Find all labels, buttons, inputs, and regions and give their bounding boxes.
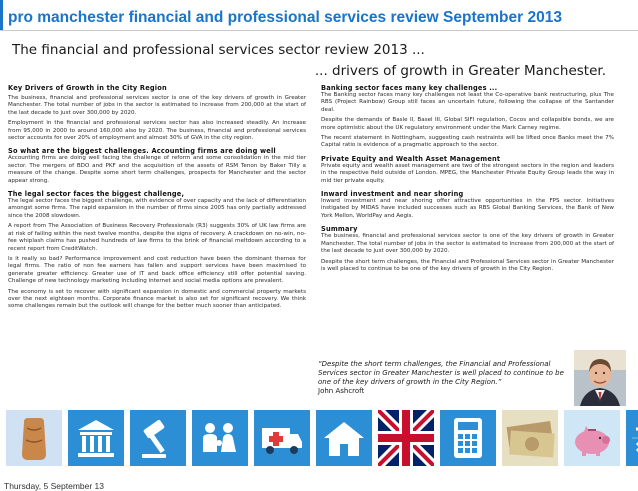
paragraph: Despite the short term challenges, the Financial and Professional Services sector in Greater Manchester is well placed to continue to be one of the key drivers of growth in the City Region. <box>321 258 614 272</box>
icon-strip <box>0 410 638 466</box>
header-bar <box>0 0 638 30</box>
quote-author: John Ashcroft <box>318 387 365 395</box>
heading-inward-investment: Inward investment and near shoring <box>321 190 464 199</box>
house-icon <box>316 410 372 466</box>
paragraph: A report from The Association of Business Recovery Professionals (R3) suggests 30% of UK law firms are at risk of failing within the next twelve months, despite the signs of recovery. A crackdown on no-win, no-fee whiplash claims has pushed hundreds of law firms to the brink of financial meltdown according to a recent report from CreditWatch. <box>8 223 306 252</box>
right-column <box>321 84 614 273</box>
left-column <box>8 84 306 311</box>
bank-building-icon <box>68 410 124 466</box>
header-accent <box>0 0 3 30</box>
footer-date: Thursday, 5 September 13 <box>4 481 105 491</box>
paragraph: The legal sector faces the biggest challenge, with evidence of over capacity and the lack of differentiation amongst some firms. The rapid expansion in the number of firms since 2005 has only partially addressed since the 2008 slowdown. <box>8 198 306 219</box>
author-portrait <box>574 350 626 406</box>
paragraph: Is it really so bad? Performance improvement and cost reduction have been the dominant themes for legal firms. The ratio of non fee earners has fallen and support services have been maximised to generate greater efficiency. Greater use of IT and back office efficiency still offer potential saving. Challenge of new technology marketing including internet and social media options are prevalent. <box>8 255 306 285</box>
union-jack-icon <box>378 410 434 466</box>
paragraph: Inward investment and near shoring offer attractive opportunities in the FPS sector. Initiatives instigated by MIDAS have included successes such as RBS Global Banking Services, the Bank of New York Mellon, WorldPay and Aegis. <box>321 198 614 219</box>
clay-pot-icon <box>6 410 62 466</box>
paragraph: Employment in the financial and professional services sector has also increased steadily. An increase from 95,000 in 2000 to around 160,000 also by 2020. The business, financial and professional services sector accounts for over 20% of employment and almost 30% of GVA in the city region. <box>8 120 306 142</box>
paragraph: The Banking sector faces many key challenges not least the Co-operative bank restructuring, plus The RBS (Project Rainbow) Group still faces an uncertain future, following the collapse of the Santander deal. <box>321 92 614 113</box>
paragraph: Private equity and wealth asset management are two of the strongest sectors in the region and leaders in the respective field outside of London. MPEG, the Manchester Private Equity Group leads the way in mid tier private equity. <box>321 162 614 184</box>
math-symbols-icon <box>626 410 638 466</box>
calculator-icon <box>440 410 496 466</box>
paragraph: The business, financial and professional services sector is one of the key drivers of growth in Greater Manchester. The total number of jobs in the sector is estimated to increase from 200,000 at the start of the last decade to just over 300,000 by 2020. <box>8 95 306 116</box>
paragraph: The economy is set to recover with significant expansion in domestic and commercial property markets over the next eighteen months. Corporate finance market is also set for significant recovery. We think some challenges remain but the outlook will change for the better much sooner than anticipated. <box>8 288 306 310</box>
heading-key-drivers: Key Drivers of Growth in the City Region <box>8 84 167 92</box>
pull-quote <box>318 360 570 396</box>
paragraph: Despite the demands of Basle II, Basel III, Global SIFI regulation, Cocos and collapsible bonds, we are more optimistic about the UK regulatory environment under the Mark Carney regime. <box>321 117 614 131</box>
family-icon <box>192 410 248 466</box>
heading-private-equity: Private Equity and Wealth Asset Management <box>321 154 501 163</box>
section-title: The financial and professional services sector review 2013 ... <box>12 42 425 58</box>
ambulance-icon <box>254 410 310 466</box>
piggy-bank-icon <box>564 410 620 466</box>
heading-biggest-challenges: So what are the biggest challenges. Accounting firms are doing well <box>8 147 276 156</box>
header-divider <box>0 30 638 31</box>
heading-banking: Banking sector faces many key challenges ... <box>321 84 498 92</box>
paragraph: Accounting firms are doing well facing the challenge of reform and some consolidation in the mid tier sector. The mergers of BDO and PKF and the acquisition of the assets of RSM Tenon by Baker Tilly a measure of the change. Despite some short term challenges, prospects for Manchester and the sector appear strong. <box>8 155 306 184</box>
heading-summary: Summary <box>321 225 358 234</box>
currency-notes-icon <box>502 410 558 466</box>
page-title: pro manchester financial and professional services review September 2013 <box>8 9 562 26</box>
portrait-image <box>574 350 626 406</box>
quote-text: “Despite the short term challenges, the Financial and Professional Services sector in Greater Manchester is well placed to continue to be one of the key drivers of growth in the City Region.” <box>318 360 564 386</box>
section-subtitle: ... drivers of growth in Greater Manchester. <box>314 63 606 79</box>
gavel-icon <box>130 410 186 466</box>
paragraph: The business, financial and professional services sector is one of the key drivers of growth in Greater Manchester. The total number of jobs in the sector is estimated to increase from 200,000 at the start of the last decade to just over 300,000 by 2020. <box>321 233 614 255</box>
heading-legal-sector: The legal sector faces the biggest challenge, <box>8 190 185 199</box>
paragraph: The recent statement in Nottingham, suggesting cash restraints will be lifted once Banks meet the 7% Capital ratio is evidence of a pragmatic approach to the sector. <box>321 135 614 149</box>
